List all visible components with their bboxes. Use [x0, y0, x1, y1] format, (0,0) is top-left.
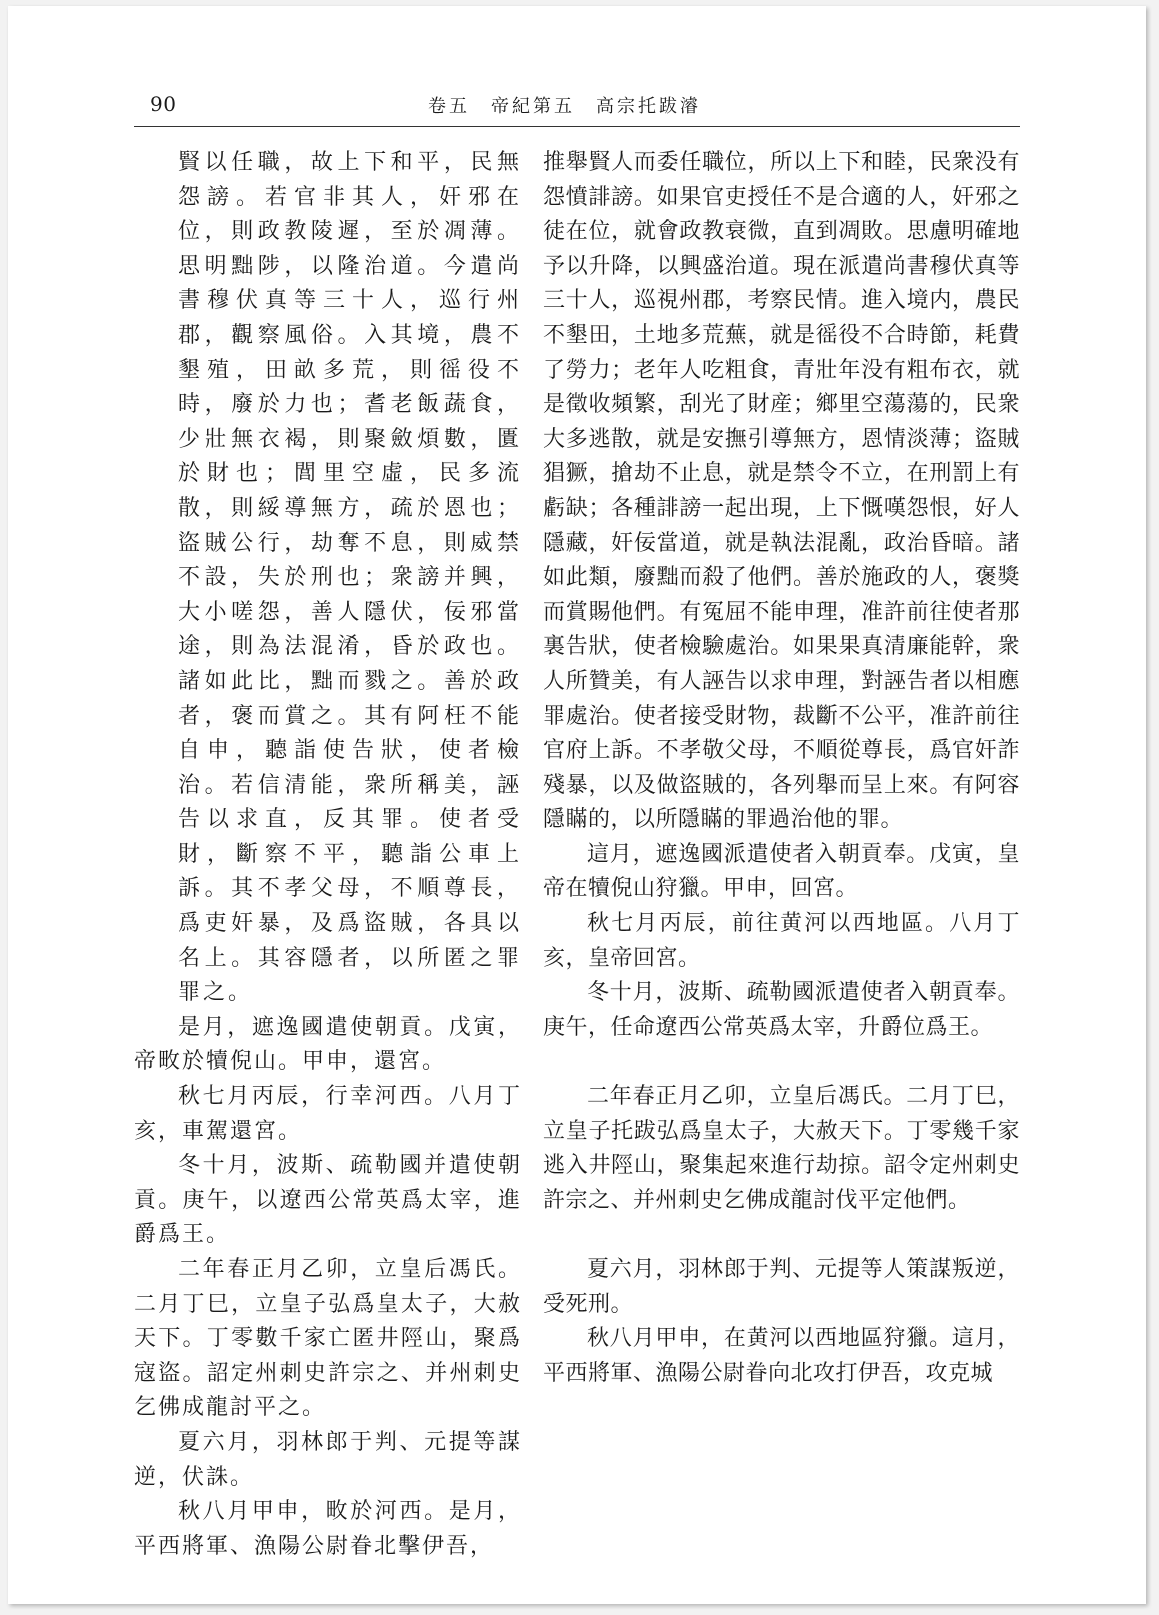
book-page [8, 6, 1146, 1604]
spacer [543, 1218, 1020, 1253]
text-paragraph: 秋八月甲申，畋於河西。是月，平西將軍、漁陽公尉眷北擊伊吾， [134, 1499, 522, 1559]
translation-paragraph: 秋八月甲申，在黄河以西地區狩獵。這月，平西將軍、漁陽公尉眷向北攻打伊吾，攻克城 [543, 1326, 1020, 1386]
text-paragraph: 秋七月丙辰，行幸河西。八月丁亥，車駕還宮。 [134, 1084, 522, 1144]
page-number: 90 [150, 92, 177, 116]
translation-paragraph: 夏六月，羽林郎于判、元提等人策謀叛逆，受死刑。 [543, 1257, 1020, 1317]
text-paragraph: 是月，遮逸國遣使朝貢。戊寅，帝畋於犢倪山。甲申，還宮。 [134, 1014, 522, 1075]
text-paragraph: 二年春正月乙卯，立皇后馮氏。二月丁巳，立皇子弘爲皇太子，大赦天下。丁零數千家亡匿井陘山，聚爲寇盜。詔定州刺史許宗之、并州刺史乞佛成龍討平之。 [134, 1257, 522, 1421]
text-paragraph: 冬十月，波斯、疏勒國并遣使朝貢。庚午，以遼西公常英爲太宰，進爵爲王。 [134, 1153, 522, 1248]
running-head: 卷五 帝紀第五 高宗托跋濬 [428, 96, 701, 117]
spacer [543, 1045, 1020, 1080]
translation-paragraph: 二年春正月乙卯，立皇后馮氏。二月丁巳，立皇子托跋弘爲皇太子，大赦天下。丁零幾千家逃入井陘山，聚集起來進行劫掠。詔令定州刺史許宗之、并州刺史乞佛成龍討伐平定他們。 [543, 1084, 1020, 1213]
translation-paragraph: 推舉賢人而委任職位，所以上下和睦，民衆没有怨憤誹謗。如果官吏授任不是合適的人，奸邪之徒在位，就會政教衰微，直到凋敗。思慮明確地予以升降，以興盛治道。現在派遣尚書穆伏真等三十人，巡視州郡，考察民情。進入境内，農民不墾田，土地多荒蕪，就是徭役不合時節，耗費了勞力；老年人吃粗食，青壯年没有粗布衣，就是徵收頻繁，刮光了財産；鄉里空蕩蕩的，民衆大多逃散，就是安撫引導無方，恩情淡薄；盜賊猖獗，搶劫不止息，就是禁令不立，在刑罰上有虧缺；各種誹謗一起出現，上下慨嘆怨恨，好人隱藏，奸佞當道，就是執法混亂，政治昏暗。諸如此類，廢黜而殺了他們。善於施政的人，褒獎而賞賜他們。有冤屈不能申理，准許前往使者那裏告狀，使者檢驗處治。如果果真清廉能幹，衆人所贊美，有人誣告以求申理，對誣告者以相應罪處治。使者接受財物，裁斷不公平，准許前往官府上訴。不孝敬父母，不順從尊長，爲官奸詐殘暴，以及做盜賊的，各列舉而呈上來。有阿容隱瞞的，以所隱瞞的罪過治他的罪。 [543, 150, 1020, 833]
translation-paragraph: 秋七月丙辰，前往黄河以西地區。八月丁亥，皇帝回宮。 [543, 911, 1020, 971]
text-paragraph: 夏六月，羽林郎于判、元提等謀逆，伏誅。 [134, 1429, 522, 1490]
edict-paragraph: 賢以任職，故上下和平，民無怨謗。若官非其人，奸邪在位，則政教陵遲，至於凋薄。思明黜陟，以隆治道。今遣尚書穆伏真等三十人，巡行州郡，觀察風俗。入其境，農不墾殖，田畝多荒，則徭役不時，廢於力也；耆老飯蔬食，少壯無衣褐，則聚斂煩數，匱於財也；閭里空虛，民多流散，則綏導無方，疏於恩也；盜賊公行，劫奪不息，則威禁不設，失於刑也；衆謗并興，大小嗟怨，善人隱伏，佞邪當途，則為法混淆，昏於政也。諸如此比，黜而戮之。善於政者，褒而賞之。其有阿枉不能自申，聽詣使告狀，使者檢治。若信清能，衆所稱美，誣告以求直，反其罪。使者受財，斷察不平，聽詣公車上訴。其不孝父母，不順尊長，爲吏奸暴，及爲盜賊，各具以名上。其容隱者，以所匿之罪罪之。 [178, 150, 522, 1006]
header-rule [134, 126, 1020, 127]
classical-text-column [134, 146, 522, 1564]
translation-paragraph: 這月，遮逸國派遣使者入朝貢奉。戊寅，皇帝在犢倪山狩獵。甲申，回宮。 [543, 841, 1020, 902]
translation-paragraph: 冬十月，波斯、疏勒國派遣使者入朝貢奉。庚午，任命遼西公常英爲太宰，升爵位爲王。 [543, 980, 1020, 1040]
translation-column [543, 146, 1020, 1391]
